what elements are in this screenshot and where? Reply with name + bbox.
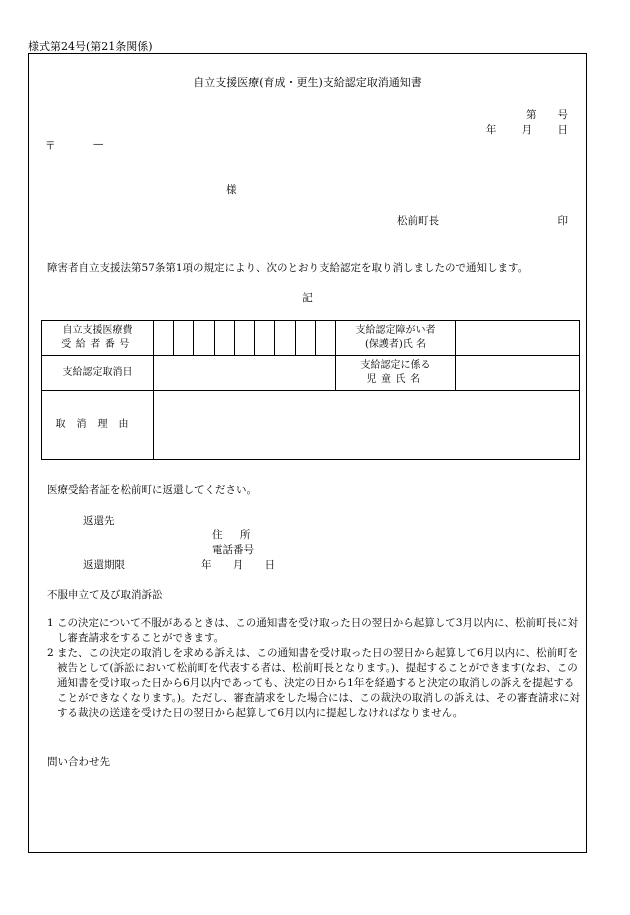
postal-code-dash: — bbox=[93, 138, 104, 150]
appeal-note-2 bbox=[47, 646, 581, 721]
digit-box[interactable] bbox=[194, 321, 214, 355]
digit-box[interactable] bbox=[235, 321, 255, 355]
appeal-note-1 bbox=[47, 616, 581, 646]
phone-label: 電話番号 bbox=[212, 544, 254, 556]
document-number: 第 号 bbox=[526, 109, 568, 121]
reason-value[interactable] bbox=[154, 391, 580, 460]
note-number: 2 bbox=[47, 647, 54, 659]
cancel-date-value[interactable] bbox=[154, 356, 336, 391]
table-row bbox=[42, 391, 580, 460]
digit-box[interactable] bbox=[154, 321, 174, 355]
table-row bbox=[42, 321, 580, 356]
return-note: 医療受給者証を松前町に返還してください。 bbox=[47, 484, 257, 496]
document-title: 自立支援医療(育成・更生)支給認定取消通知書 bbox=[193, 76, 422, 89]
table-row bbox=[42, 356, 580, 391]
note-text: また、この決定の取消しを求める訴えは、この通知書を受け取った日の翌日から起算して6月以内に、松前町を被告として(訴訟において松前町を代表する者は、松前町長となります。)、提起することができます(なお、この通知書を受け取った日から6月以内であっても、決定の日から1年を経過すると決定の取消しの訴えを提起することができなくなります。)。ただし、審査請求をした場合には、この裁決の取消しの訴えは、その審査請求に対する裁決の送達を受けた日の翌日から起算して6月以内に提起しなければなりません。 bbox=[57, 647, 581, 719]
ki-heading: 記 bbox=[302, 292, 313, 304]
info-table bbox=[41, 320, 580, 460]
return-to-label: 返還先 bbox=[83, 515, 115, 527]
mayor-title: 松前町長 bbox=[397, 215, 439, 227]
addressee-suffix: 様 bbox=[226, 184, 237, 196]
reason-label: 取消理由 bbox=[42, 391, 154, 460]
deadline-label: 返還期限 bbox=[83, 559, 125, 571]
address-label: 住 所 bbox=[212, 529, 251, 541]
document-date: 年 月 日 bbox=[485, 124, 568, 136]
child-name-label: 支給認定に係る 児童氏名 bbox=[336, 356, 456, 391]
recipient-number-label: 自立支援医療費 受給者番号 bbox=[42, 321, 154, 356]
digit-box[interactable] bbox=[215, 321, 235, 355]
certified-person-label: 支給認定障がい者 (保護者)氏 名 bbox=[336, 321, 456, 356]
postal-mark: 〒 bbox=[45, 140, 56, 152]
cancel-date-label: 支給認定取消日 bbox=[42, 356, 154, 391]
contact-label: 問い合わせ先 bbox=[47, 756, 110, 768]
digit-box[interactable] bbox=[296, 321, 316, 355]
note-text: この決定について不服があるときは、この通知書を受け取った日の翌日から起算して3月以内に、松前町長に対し審査請求をすることができます。 bbox=[57, 617, 578, 644]
appeal-heading: 不服申立て及び取消訴訟 bbox=[47, 589, 163, 601]
note-number: 1 bbox=[47, 617, 54, 629]
child-name-value[interactable] bbox=[456, 356, 580, 391]
deadline-date: 年 月 日 bbox=[201, 559, 276, 571]
digit-box[interactable] bbox=[255, 321, 275, 355]
digit-box[interactable] bbox=[174, 321, 194, 355]
notice-frame bbox=[28, 53, 587, 853]
digit-box[interactable] bbox=[275, 321, 295, 355]
notice-body: 障害者自立支援法第57条第1項の規定により、次のとおり支給認定を取り消しましたので通知します。 bbox=[47, 262, 529, 274]
form-number: 様式第24号(第21条関係) bbox=[28, 40, 153, 53]
recipient-number-boxes[interactable] bbox=[154, 321, 336, 356]
digit-box[interactable] bbox=[316, 321, 335, 355]
seal-mark: 印 bbox=[557, 215, 568, 227]
certified-person-value[interactable] bbox=[456, 321, 580, 356]
